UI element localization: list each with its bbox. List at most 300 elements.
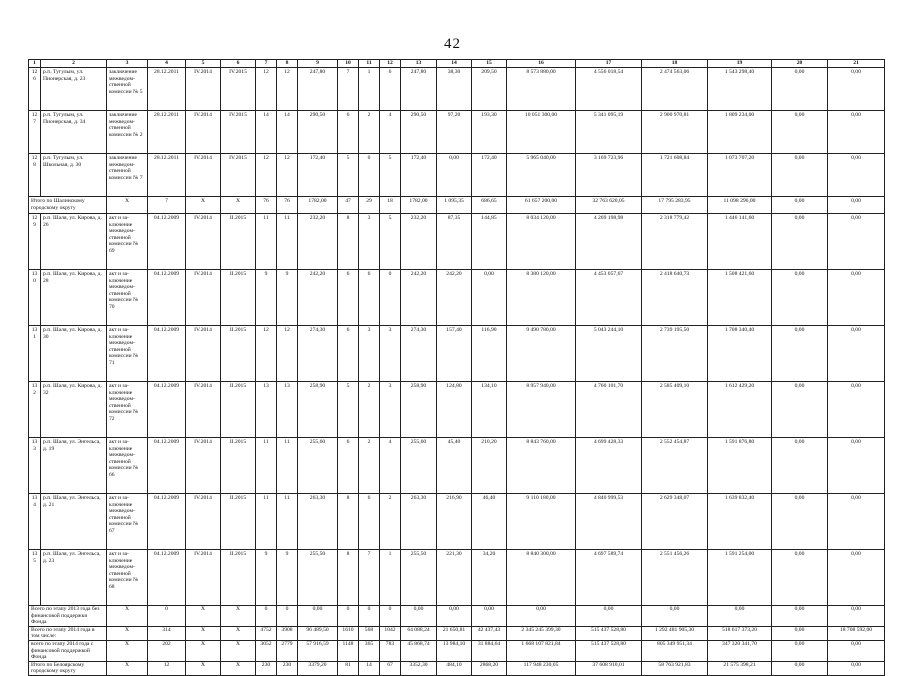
column-header: 17 — [576, 60, 642, 68]
column-header: 6 — [221, 60, 256, 68]
table-cell: р.п. Шаля, ул. Кирова, д. 30 — [41, 326, 107, 382]
table-cell: 3352,30 — [401, 661, 437, 675]
table-cell: 1 708 340,40 — [708, 326, 772, 382]
table-cell: 42 437,43 — [472, 626, 507, 640]
table-cell: 0,00 — [772, 270, 828, 326]
table-cell: 518 617 373,20 — [708, 626, 772, 640]
table-cell: 0 — [338, 606, 359, 627]
table-cell: 0,00 — [576, 606, 642, 627]
table-cell: X — [186, 640, 221, 661]
table-cell: р.п. Шаля, ул. Кирова, д. 32 — [41, 382, 107, 438]
table-cell: 124,80 — [437, 382, 472, 438]
table-cell: р.п. Тугулым, ул. Пионерская, д. 23 — [41, 68, 107, 111]
table-cell: 04.12.2009 — [148, 550, 186, 606]
table-cell: 172,40 — [472, 154, 507, 197]
table-cell: 21 650,81 — [437, 626, 472, 640]
table-cell: 1782,00 — [298, 197, 338, 214]
table-cell: р.п. Тугулым, ул. Пионерская, д. 34 — [41, 111, 107, 154]
table-cell: X — [186, 606, 221, 627]
table-cell: 8 380 120,00 — [507, 270, 576, 326]
table-cell: 9 110 180,00 — [507, 494, 576, 550]
table-cell: 0,00 — [772, 494, 828, 550]
table-row — [29, 154, 885, 197]
table-cell: 13 — [277, 382, 298, 438]
table-cell: 1610 — [338, 626, 359, 640]
table-cell: 58 763 921,83 — [642, 661, 708, 675]
table-cell: 14 — [359, 661, 380, 675]
table-cell: 314 — [148, 626, 186, 640]
table-cell: IV.2015 — [221, 68, 256, 111]
table-cell: 04.12.2009 — [148, 326, 186, 382]
table-cell: 134 — [29, 494, 41, 550]
total-row — [29, 606, 885, 627]
table-cell: 0,00 — [401, 606, 437, 627]
column-header: 18 — [642, 60, 708, 68]
table-cell: 8 034 120,00 — [507, 214, 576, 270]
table-cell: 38,30 — [437, 68, 472, 111]
page-number: 42 — [444, 36, 461, 52]
table-cell: 193,30 — [472, 111, 507, 154]
table-cell: IV.2014 — [186, 438, 221, 494]
column-header: 11 — [359, 60, 380, 68]
column-header: 8 — [277, 60, 298, 68]
table-cell: X — [107, 626, 148, 640]
table-cell: 5 — [380, 154, 401, 197]
table-cell: 28.12.2011 — [148, 111, 186, 154]
table-cell: 81 — [338, 661, 359, 675]
table-cell: IV.2015 — [221, 154, 256, 197]
column-header: 16 — [507, 60, 576, 68]
table-cell: 216,90 — [437, 494, 472, 550]
table-cell: 4 — [380, 438, 401, 494]
table-cell: 28.12.2011 — [148, 68, 186, 111]
table-cell: X — [221, 640, 256, 661]
table-cell: 8 — [338, 494, 359, 550]
table-cell: 12 — [148, 661, 186, 675]
table-cell: 45,40 — [437, 438, 472, 494]
table-cell: 0 — [380, 270, 401, 326]
table-cell: акт и за-ключение межведом-ственной комиссии № 67 — [107, 494, 148, 550]
table-cell: 5 043 244,10 — [576, 326, 642, 382]
table-cell: 04.12.2009 — [148, 214, 186, 270]
table-cell: 126 — [29, 68, 41, 111]
table-cell: 783 — [380, 640, 401, 661]
table-cell: 13 — [256, 382, 277, 438]
table-cell: 12 — [256, 154, 277, 197]
table-cell: 18 — [380, 197, 401, 214]
table-cell: 6 — [338, 270, 359, 326]
table-cell: 129 — [29, 214, 41, 270]
table-cell: акт и за-ключение межведом-ственной комиссии № 70 — [107, 270, 148, 326]
table-cell: 255,50 — [298, 550, 338, 606]
table-cell: 0 — [148, 606, 186, 627]
column-header: 5 — [186, 60, 221, 68]
table-row — [29, 382, 885, 438]
table-cell: 7 — [338, 68, 359, 111]
table-cell: 0,00 — [772, 214, 828, 270]
table-cell: 1 809 234,00 — [708, 111, 772, 154]
table-cell: р.п. Шаля, ул. Кирова, д. 26 — [41, 214, 107, 270]
table-cell: 255,50 — [401, 550, 437, 606]
table-cell: 132 — [29, 382, 41, 438]
table-cell: 1148 — [338, 640, 359, 661]
table-cell: 128 — [29, 154, 41, 197]
table-cell: 10 051 300,00 — [507, 111, 576, 154]
table-cell: 274,30 — [298, 326, 338, 382]
table-cell: 0,00 — [772, 438, 828, 494]
table-cell: II.2015 — [221, 550, 256, 606]
table-row — [29, 438, 885, 494]
table-cell: 5 965 040,00 — [507, 154, 576, 197]
table-cell: 1782,00 — [401, 197, 437, 214]
table-cell: IV.2014 — [186, 326, 221, 382]
table-cell: 96 489,50 — [298, 626, 338, 640]
table-cell: 3 — [380, 326, 401, 382]
table-cell: 3 — [359, 326, 380, 382]
table-cell: 0 — [359, 606, 380, 627]
table-cell: IV.2014 — [186, 111, 221, 154]
table-cell: 11 — [256, 214, 277, 270]
table-cell: 274,30 — [401, 326, 437, 382]
table-cell: 4 269 198,98 — [576, 214, 642, 270]
table-cell: 1 446 141,60 — [708, 214, 772, 270]
table-cell: 2 739 195,50 — [642, 326, 708, 382]
column-header: 1 — [29, 60, 41, 68]
table-cell: 0,00 — [642, 606, 708, 627]
data-table — [28, 59, 885, 676]
table-cell: 0,00 — [772, 661, 828, 675]
table-cell: IV.2014 — [186, 382, 221, 438]
table-cell: 0,00 — [472, 270, 507, 326]
table-cell: 7 — [148, 197, 186, 214]
table-cell: 1 543 298,40 — [708, 68, 772, 111]
table-cell: акт и за-ключение межведом-ственной комиссии № 68 — [107, 550, 148, 606]
table-cell: 47 — [338, 197, 359, 214]
table-cell: 263,30 — [298, 494, 338, 550]
table-cell: IV.2014 — [186, 214, 221, 270]
table-cell: X — [186, 197, 221, 214]
table-cell: 242,20 — [401, 270, 437, 326]
table-cell: акт и за-ключение межведом-ственной комиссии № 71 — [107, 326, 148, 382]
table-cell: 131 — [29, 326, 41, 382]
table-cell: 6 — [338, 111, 359, 154]
total-row — [29, 197, 885, 214]
table-cell: 4 840 999,53 — [576, 494, 642, 550]
table-cell: 3 — [380, 382, 401, 438]
table-cell: 14 — [277, 111, 298, 154]
table-cell: 242,20 — [437, 270, 472, 326]
table-cell: 11 — [277, 214, 298, 270]
total-row — [29, 661, 885, 675]
table-cell: 0,00 — [298, 606, 338, 627]
table-cell: 04.12.2009 — [148, 438, 186, 494]
table-cell: 57 916,59 — [298, 640, 338, 661]
table-cell: 0,00 — [828, 382, 885, 438]
table-cell: 21 575 398,21 — [708, 661, 772, 675]
table-cell: 230 — [256, 661, 277, 675]
table-cell: 0,00 — [507, 606, 576, 627]
table-cell: X — [221, 197, 256, 214]
table-cell: 9 — [277, 270, 298, 326]
table-row — [29, 214, 885, 270]
table-cell: 0,00 — [828, 111, 885, 154]
table-row — [29, 270, 885, 326]
table-cell: 8 843 760,00 — [507, 438, 576, 494]
table-cell: 247,80 — [298, 68, 338, 111]
table-cell: 116,90 — [472, 326, 507, 382]
table-cell: 1 591 254,00 — [708, 550, 772, 606]
table-cell: 4752 — [256, 626, 277, 640]
table-cell: 17 795 283,95 — [642, 197, 708, 214]
column-header: 12 — [380, 60, 401, 68]
table-cell: 11 — [256, 494, 277, 550]
table-cell: Итого по Белоярскому городскому округу — [29, 661, 107, 675]
table-cell: Всего по этапу 2014 года в том числе: — [29, 626, 107, 640]
table-cell: 2 — [359, 438, 380, 494]
table-cell: 805 349 951,34 — [642, 640, 708, 661]
table-cell: 8 840 300,00 — [507, 550, 576, 606]
table-cell: 0,00 — [828, 154, 885, 197]
table-cell: 1 073 707,20 — [708, 154, 772, 197]
table-cell: 1 508 421,60 — [708, 270, 772, 326]
table-cell: 2 551 456,26 — [642, 550, 708, 606]
table-cell: II.2015 — [221, 382, 256, 438]
table-cell: 1 095,35 — [437, 197, 472, 214]
table-cell: 0,00 — [437, 154, 472, 197]
table-cell: 0 — [380, 606, 401, 627]
column-header: 21 — [828, 60, 885, 68]
column-header: 9 — [298, 60, 338, 68]
table-cell: 0,00 — [772, 606, 828, 627]
table-cell: 0,00 — [828, 197, 885, 214]
table-cell: 61 657 200,00 — [507, 197, 576, 214]
table-cell: 127 — [29, 111, 41, 154]
table-cell: 232,20 — [298, 214, 338, 270]
table-cell: 3 169 723,96 — [576, 154, 642, 197]
table-cell: 9 — [256, 550, 277, 606]
table-cell: 0,00 — [437, 606, 472, 627]
table-cell: 5 — [380, 214, 401, 270]
table-cell: 130 — [29, 270, 41, 326]
table-cell: 5 — [338, 154, 359, 197]
column-header: 14 — [437, 60, 472, 68]
table-row — [29, 326, 885, 382]
table-cell: 0,00 — [772, 68, 828, 111]
table-cell: 04.12.2009 — [148, 270, 186, 326]
column-header: 10 — [338, 60, 359, 68]
table-cell: 0,00 — [828, 326, 885, 382]
table-cell: 1 — [359, 68, 380, 111]
table-cell: 2 — [359, 111, 380, 154]
table-cell: 202 — [148, 640, 186, 661]
table-cell: 347 320 341,70 — [708, 640, 772, 661]
table-cell: акт и за-ключение межведом-ственной комиссии № 66 — [107, 438, 148, 494]
table-cell: 0,00 — [828, 550, 885, 606]
table-cell: 12 — [256, 68, 277, 111]
table-cell: р.п. Тугулым, ул. Школьная, д. 30 — [41, 154, 107, 197]
table-cell: 6 — [359, 270, 380, 326]
table-cell: 1 — [380, 550, 401, 606]
table-cell: X — [107, 640, 148, 661]
table-cell: р.п. Шаля, ул. Энгельса, д. 23 — [41, 550, 107, 606]
table-cell: 12 — [277, 154, 298, 197]
table-cell: 0,00 — [772, 626, 828, 640]
table-cell: заключение межведом-ственной комиссии № 7 — [107, 154, 148, 197]
table-cell: 242,20 — [298, 270, 338, 326]
table-cell: 144,85 — [472, 214, 507, 270]
table-cell: 12 — [277, 68, 298, 111]
table-cell: 0,00 — [828, 438, 885, 494]
table-cell: 7 — [359, 550, 380, 606]
table-cell: р.п. Шаля, ул. Кирова, д. 28 — [41, 270, 107, 326]
table-cell: IV.2015 — [221, 111, 256, 154]
table-cell: 172,40 — [401, 154, 437, 197]
table-cell: Всего по этапу 2013 года без финансовой поддержки Фонда — [29, 606, 107, 627]
table-cell: IV.2014 — [186, 68, 221, 111]
table-cell: 2 629 348,07 — [642, 494, 708, 550]
table-row — [29, 494, 885, 550]
table-cell: 172,40 — [298, 154, 338, 197]
table-cell: 3379,20 — [298, 661, 338, 675]
table-cell: 34,20 — [472, 550, 507, 606]
table-cell: 8 — [338, 214, 359, 270]
table-cell: X — [107, 606, 148, 627]
table-cell: всего по этапу 2014 года с финансовой поддержкой Фонда — [29, 640, 107, 661]
table-cell: II.2015 — [221, 438, 256, 494]
table-cell: 8 957 940,00 — [507, 382, 576, 438]
table-cell: 4 697 589,74 — [576, 550, 642, 606]
table-cell: 11 098 296,00 — [708, 197, 772, 214]
table-cell: X — [186, 661, 221, 675]
table-cell: 28.12.2011 — [148, 154, 186, 197]
table-cell: заключение межведом-ственной комиссии № 2 — [107, 111, 148, 154]
table-cell: X — [221, 626, 256, 640]
table-cell: 5 — [338, 382, 359, 438]
table-cell: 8 — [338, 550, 359, 606]
table-cell: 484,10 — [437, 661, 472, 675]
table-cell: 11 — [277, 438, 298, 494]
table-cell: 4 — [380, 111, 401, 154]
table-cell: 0,00 — [828, 640, 885, 661]
table-cell: 18 708 592,00 — [828, 626, 885, 640]
table-cell: X — [107, 661, 148, 675]
total-row — [29, 640, 885, 661]
table-cell: 2 900 970,81 — [642, 111, 708, 154]
table-cell: II.2015 — [221, 326, 256, 382]
table-cell: 515 437 528,80 — [576, 640, 642, 661]
table-cell: р.п. Шаля, ул. Энгельса, д. 21 — [41, 494, 107, 550]
table-cell: 97,20 — [437, 111, 472, 154]
table-cell: 6 — [359, 494, 380, 550]
table-cell: 04.12.2009 — [148, 494, 186, 550]
table-cell: 210,20 — [472, 438, 507, 494]
table-cell: 9 — [256, 270, 277, 326]
table-cell: акт и за-ключение межведом-ственной комиссии № 72 — [107, 382, 148, 438]
table-cell: IV.2014 — [186, 270, 221, 326]
table-cell: 365 — [359, 640, 380, 661]
table-cell: II.2015 — [221, 270, 256, 326]
table-cell: II.2015 — [221, 214, 256, 270]
table-cell: 1042 — [380, 626, 401, 640]
table-cell: 76 — [256, 197, 277, 214]
table-cell: 76 — [277, 197, 298, 214]
table-cell: 4 453 057,67 — [576, 270, 642, 326]
total-row — [29, 626, 885, 640]
table-cell: 4 760 101,70 — [576, 382, 642, 438]
column-header: 19 — [708, 60, 772, 68]
table-cell: заключение межведом-ственной комиссии № 5 — [107, 68, 148, 111]
column-header: 13 — [401, 60, 437, 68]
table-cell: 8 573 880,00 — [507, 68, 576, 111]
table-cell: 12 — [277, 326, 298, 382]
table-cell: 3 — [359, 214, 380, 270]
table-cell: 135 — [29, 550, 41, 606]
table-cell: 11 — [277, 494, 298, 550]
column-header: 20 — [772, 60, 828, 68]
table-row — [29, 550, 885, 606]
table-cell: 2 552 454,87 — [642, 438, 708, 494]
table-cell: 0,00 — [772, 382, 828, 438]
table-cell: 4 699 428,33 — [576, 438, 642, 494]
table-cell: 255,60 — [298, 438, 338, 494]
table-cell: 6 — [380, 68, 401, 111]
table-cell: 9 — [277, 550, 298, 606]
table-cell: 0,00 — [772, 154, 828, 197]
table-cell: 568 — [359, 626, 380, 640]
table-cell: 0,00 — [772, 326, 828, 382]
table-cell: 258,90 — [401, 382, 437, 438]
table-cell: 0,00 — [828, 661, 885, 675]
table-cell: 5 341 095,19 — [576, 111, 642, 154]
table-cell: 1 668 107 821,84 — [507, 640, 576, 661]
table-cell: 4 556 018,54 — [576, 68, 642, 111]
table-cell: акт и за-ключение межведом-ственной комиссии № 69 — [107, 214, 148, 270]
table-cell: 255,60 — [401, 438, 437, 494]
table-cell: 134,10 — [472, 382, 507, 438]
table-cell: 263,30 — [401, 494, 437, 550]
table-cell: 133 — [29, 438, 41, 494]
table-cell: 2 418 640,73 — [642, 270, 708, 326]
table-cell: 0,00 — [828, 214, 885, 270]
table-cell: 0,00 — [472, 606, 507, 627]
table-cell: 37 608 910,01 — [576, 661, 642, 675]
table-cell: р.п. Шаля, ул. Энгельса, д. 19 — [41, 438, 107, 494]
table-cell: 13 984,10 — [437, 640, 472, 661]
table-cell: 04.12.2009 — [148, 382, 186, 438]
table-cell: 67 — [380, 661, 401, 675]
table-cell: 0 — [277, 606, 298, 627]
table-cell: X — [221, 606, 256, 627]
table-cell: 6 — [338, 438, 359, 494]
table-cell: 9 490 780,00 — [507, 326, 576, 382]
column-header: 4 — [148, 60, 186, 68]
table-cell: 2868,20 — [472, 661, 507, 675]
table-cell: 0,00 — [772, 640, 828, 661]
column-header: 2 — [41, 60, 107, 68]
table-cell: 2 585 409,10 — [642, 382, 708, 438]
table-cell: 2 474 563,06 — [642, 68, 708, 111]
table-cell: IV.2014 — [186, 154, 221, 197]
table-cell: 2 — [380, 494, 401, 550]
table-cell: 0,00 — [772, 197, 828, 214]
table-cell: 290,50 — [298, 111, 338, 154]
table-cell: 0,00 — [828, 270, 885, 326]
table-cell: 1 721 608,84 — [642, 154, 708, 197]
table-cell: 2 — [359, 382, 380, 438]
table-cell: 221,30 — [437, 550, 472, 606]
table-cell: 2779 — [277, 640, 298, 661]
table-cell: 232,20 — [401, 214, 437, 270]
